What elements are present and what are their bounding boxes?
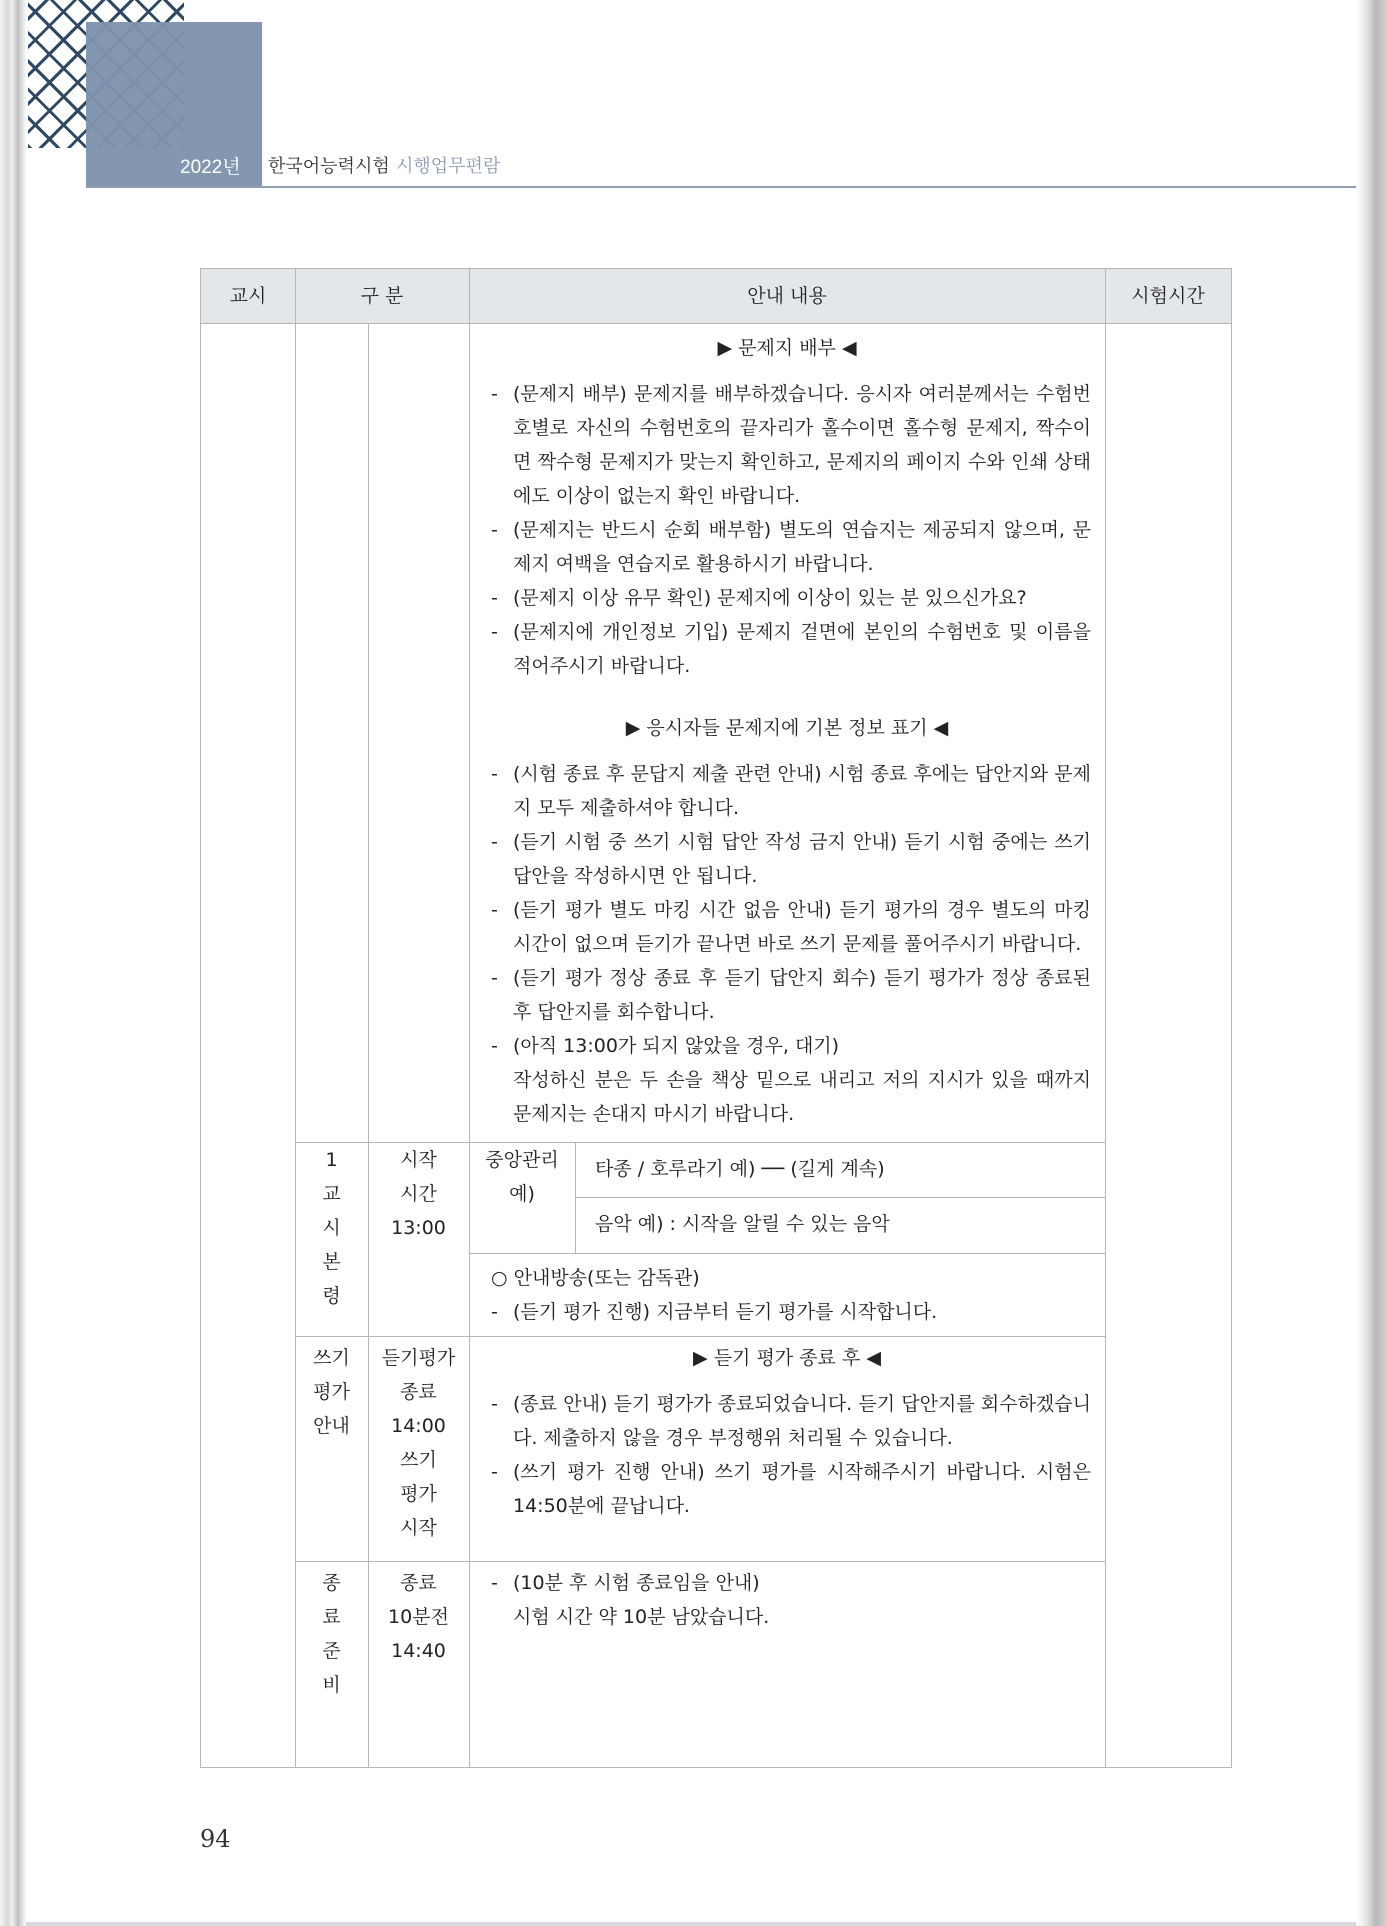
list-item-text: (문제지에 개인정보 기입) 문제지 겉면에 본인의 수험번호 및 이름을 적어주시기 바랍니다. <box>513 621 1091 677</box>
list-item <box>491 615 1091 683</box>
list-item-text: (문제지는 반드시 순회 배부함) 별도의 연습지는 제공되지 않으며, 문제지 여백을 연습지로 활용하시기 바랍니다. <box>513 519 1091 575</box>
header-exam-name: 한국어능력시험 <box>268 156 390 177</box>
dash-marker: - <box>491 967 498 989</box>
list-item-text: (듣기 평가 진행) 지금부터 듣기 평가를 시작합니다. <box>513 1301 938 1323</box>
writing-guide-label <box>295 1341 368 1443</box>
list-item-text: (쓰기 평가 진행 안내) 쓰기 평가를 시작해주시기 바랍니다. 시험은 14:50분에 끝납니다. <box>513 1461 1091 1517</box>
grid-line <box>295 1336 1105 1337</box>
dash-marker: - <box>491 1572 498 1594</box>
sub-line: 종료 <box>400 1572 437 1594</box>
page-edge-shadow <box>1356 0 1386 1926</box>
section-title-distribution: ▶ 문제지 배부 ◀ <box>717 337 857 359</box>
column-header-time: 시험시간 <box>1131 285 1205 307</box>
sub-line: 료 <box>322 1606 341 1628</box>
list-item <box>491 1455 1091 1523</box>
sub-line: 종료 <box>400 1381 437 1403</box>
dash-marker: - <box>491 1393 498 1415</box>
dash-marker: - <box>491 1461 498 1483</box>
list-item <box>491 513 1091 581</box>
header-book-title: 시행업무편람 <box>396 156 501 177</box>
book-spine-edge <box>0 0 26 1926</box>
sub-line: 14:40 <box>391 1640 446 1662</box>
dash-marker: - <box>491 1035 498 1057</box>
period-char: 본 <box>322 1251 341 1273</box>
grid-line <box>295 269 296 1767</box>
period-char: 시 <box>322 1217 341 1239</box>
list-item <box>491 1566 1091 1634</box>
list-item <box>491 1029 1091 1131</box>
section-title-basic-info: ▶ 응시자들 문제지에 기본 정보 표기 ◀ <box>625 717 949 739</box>
sub-line: 평가 <box>400 1483 437 1505</box>
end-prep-time-label <box>368 1566 469 1668</box>
list-item-text: (종료 안내) 듣기 평가가 종료되었습니다. 듣기 답안지를 회수하겠습니다. 제출하지 않을 경우 부정행위 처리될 수 있습니다. <box>513 1393 1091 1449</box>
header-year: 2022년 <box>180 157 241 178</box>
dash-marker: - <box>491 899 498 921</box>
list-item-text: 작성하신 분은 두 손을 책상 밑으로 내리고 저의 지시가 있을 때까지 문제지는 손대지 마시기 바랍니다. <box>513 1069 1091 1125</box>
list-item <box>491 1295 1091 1329</box>
start-time-label <box>368 1143 469 1245</box>
sub-line: 쓰기 <box>400 1449 437 1471</box>
grid-line <box>575 1197 1105 1198</box>
sub-line: 시간 <box>400 1183 437 1205</box>
dash-marker: - <box>491 383 498 405</box>
list-item-text: (시험 종료 후 문답지 제출 관련 안내) 시험 종료 후에는 답안지와 문제지 모두 제출하셔야 합니다. <box>513 763 1091 819</box>
list-item-text: (듣기 시험 중 쓰기 시험 답안 작성 금지 안내) 듣기 시험 중에는 쓰기 답안을 작성하시면 안 됩니다. <box>513 831 1091 887</box>
sub-line: 듣기평가 <box>381 1347 456 1369</box>
period-label <box>295 1143 368 1313</box>
central-music-example: 음악 예) : 시작을 알릴 수 있는 음악 <box>595 1213 890 1235</box>
sub-line: 14:00 <box>391 1415 446 1437</box>
section-title-listening-end: ▶ 듣기 평가 종료 후 ◀ <box>693 1347 881 1369</box>
grid-line <box>295 1561 1105 1562</box>
list-item <box>491 961 1091 1029</box>
sub-line: 준 <box>322 1640 341 1662</box>
sub-line: 예) <box>509 1183 535 1205</box>
page-number: 94 <box>200 1825 231 1853</box>
dash-marker: - <box>491 587 498 609</box>
instruction-table <box>200 268 1232 1768</box>
list-item <box>491 757 1091 825</box>
period-char: 1 <box>325 1149 338 1171</box>
central-management-label <box>469 1143 575 1211</box>
document-page <box>10 0 1362 1922</box>
column-header-period: 교시 <box>229 285 267 307</box>
sub-line: 시작 <box>400 1149 437 1171</box>
grid-line <box>469 1253 1105 1254</box>
end-prep-label <box>295 1566 368 1702</box>
grid-line <box>368 323 369 1767</box>
sub-line: 안내 <box>313 1415 350 1437</box>
dash-marker: - <box>491 763 498 785</box>
sub-line: 중앙관리 <box>485 1149 559 1171</box>
sub-line: 쓰기 <box>313 1347 350 1369</box>
list-item <box>491 825 1091 893</box>
sub-line: 종 <box>322 1572 341 1594</box>
broadcast-title: ○ 안내방송(또는 감독관) <box>491 1267 700 1289</box>
sub-line: 시작 <box>400 1517 437 1539</box>
list-item-text: (듣기 평가 별도 마킹 시간 없음 안내) 듣기 평가의 경우 별도의 마킹 시간이 없으며 듣기가 끝나면 바로 쓰기 문제를 풀어주시기 바랍니다. <box>513 899 1091 955</box>
period-char: 령 <box>322 1285 341 1307</box>
block1-content-cell <box>469 323 1105 1142</box>
sub-line: 평가 <box>313 1381 350 1403</box>
list-item <box>491 893 1091 961</box>
writing-start-time-label <box>368 1341 469 1545</box>
list-item <box>491 581 1091 615</box>
table-header-row <box>201 269 1231 324</box>
list-item-text: (듣기 평가 정상 종료 후 듣기 답안지 회수) 듣기 평가가 정상 종료된 후 답안지를 회수합니다. <box>513 967 1091 1023</box>
list-item-text: (아직 13:00가 되지 않았을 경우, 대기) <box>513 1035 840 1057</box>
list-item-text: (문제지 이상 유무 확인) 문제지에 이상이 있는 분 있으신가요? <box>513 587 1027 609</box>
sub-line: 13:00 <box>391 1217 446 1239</box>
column-header-content: 안내 내용 <box>747 285 827 307</box>
header-rule <box>86 186 1362 188</box>
dash-marker: - <box>491 519 498 541</box>
sub-line: 비 <box>322 1674 341 1696</box>
list-item-text: (10분 후 시험 종료임을 안내) <box>513 1572 760 1594</box>
dash-marker: - <box>491 621 498 643</box>
grid-line <box>1105 269 1106 1767</box>
list-item <box>491 1387 1091 1455</box>
list-item-text: 시험 시간 약 10분 남았습니다. <box>513 1606 770 1628</box>
list-item <box>491 377 1091 513</box>
period-char: 교 <box>322 1183 341 1205</box>
central-bell-example: 타종 / 호루라기 예) ── (길게 계속) <box>595 1158 885 1180</box>
list-item-text: (문제지 배부) 문제지를 배부하겠습니다. 응시자 여러분께서는 수험번호별로 자신의 수험번호의 끝자리가 홀수이면 홀수형 문제지, 짝수이면 짝수형 문제지가 맞는지 확인하고, 문제지의 페이지 수와 인쇄 상태에도 이상이 없는지 확인 바랍니다. <box>513 383 1091 507</box>
column-header-category: 구 분 <box>360 285 404 307</box>
dash-marker: - <box>491 831 498 853</box>
sub-line: 10분전 <box>388 1606 449 1628</box>
dash-marker: - <box>491 1301 498 1323</box>
